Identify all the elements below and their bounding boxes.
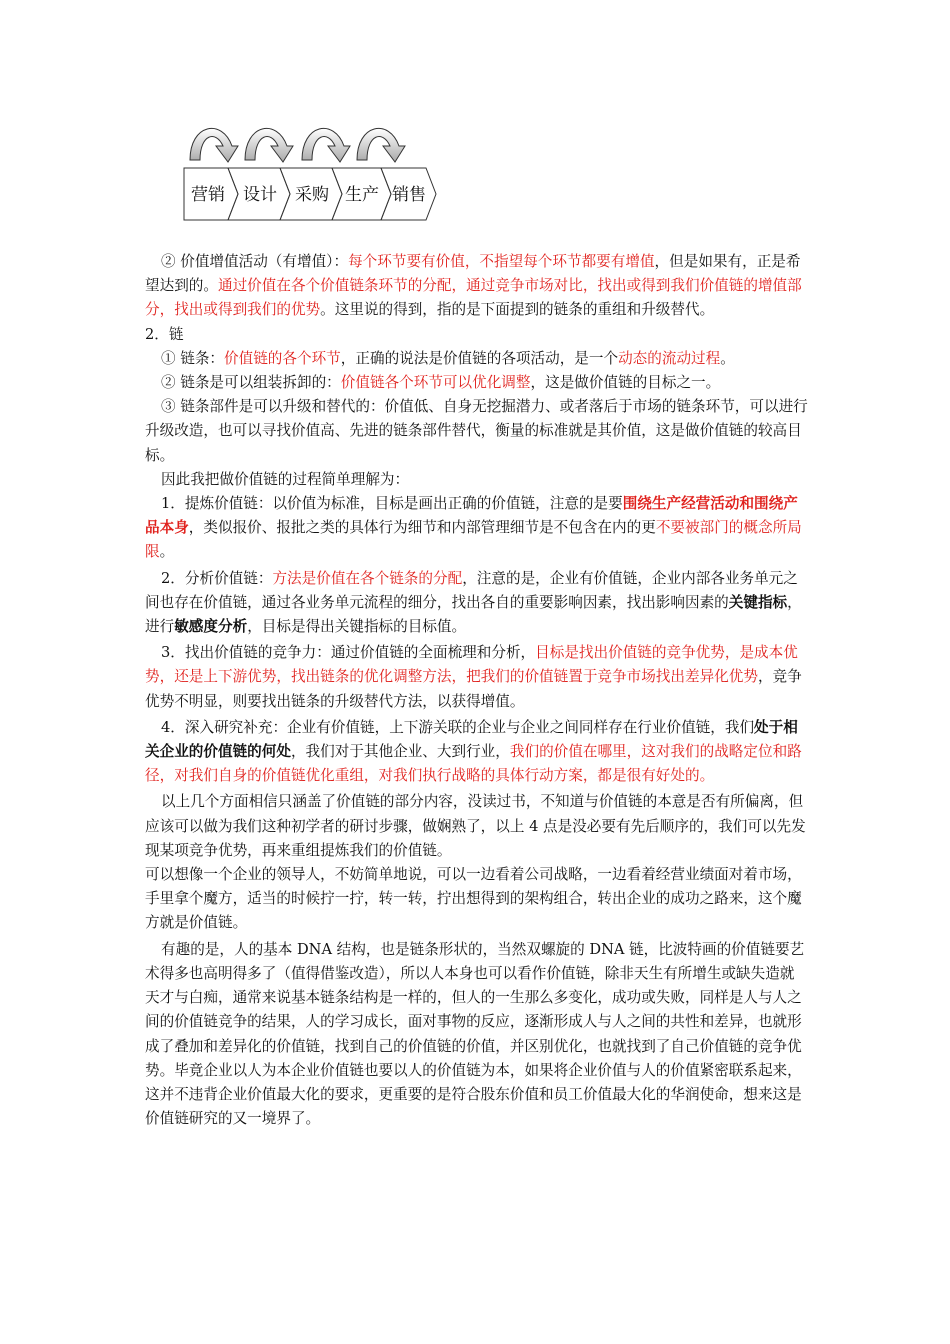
text: ，目标是得出关键指标的目标值。	[247, 618, 467, 636]
chain-step-label: 设计	[243, 185, 277, 205]
paragraph-step-1	[145, 492, 808, 565]
text: 。	[159, 543, 175, 561]
highlight-text: 动态的流动过程	[618, 349, 721, 367]
text: 3．找出价值链的竞争力：通过价值链的全面梳理和分析，	[161, 644, 536, 662]
bold-text: 敏感度分析	[174, 618, 248, 636]
text: ，类似报价、报批之类的具体行为细节和内部管理细节是不包含在内的更	[188, 519, 656, 537]
text: 2．分析价值链：	[161, 569, 273, 587]
section-heading-chain: 2．链	[145, 325, 184, 343]
paragraph-dna: 有趣的是，人的基本 DNA 结构，也是链条形状的，当然双螺旋的 DNA 链，比波特画的价值链要艺术得多也高明得多了（值得借鉴改造），所以人本身也可以看作价值链，除非天生有所增生或缺失造就天才与白痴，通常来说基本链条结构是一样的，但人的一生那么多变化，成功或失败，同样是人与人之间的价值链竞争的结果，人的学习成长，面对事物的反应，逐渐形成人与人之间的共性和差异，也就形成了叠加和差异化的价值链，找到自己的价值链的价值，并区别优化，也就找到了自己价值链的竞争优势。毕竟企业以人为本企业价值链也要以人的价值链为本，如果将企业价值与人的价值紧密联系起来，这并不违背企业价值最大化的要求，更重要的是符合股东价值和员工价值最大化的华润使命，想来这是价值链研究的又一境界了。	[145, 940, 805, 1128]
text: 。这里说的得到，指的是下面提到的链条的重组和升级替代。	[320, 301, 715, 319]
text: ② 链条是可以组装拆卸的：	[161, 374, 341, 392]
text: ，我们对于其他企业、大到行业，	[290, 743, 510, 761]
text: ，正确的说法是价值链的各项活动，是一个	[340, 349, 619, 367]
chain-step-label: 生产	[345, 185, 379, 205]
value-chain-diagram	[176, 116, 441, 226]
text: ，但是如果有，正是希望达到的。	[145, 253, 801, 295]
cycle-arrow-icon	[190, 128, 238, 162]
paragraph-step-4	[145, 716, 808, 789]
text: ② 价值增值活动（有增值）：	[161, 253, 349, 270]
highlight-text: 围绕生产经营活动和围绕产品本身	[145, 495, 798, 537]
text: ，竞争优势不明显，则要找出链条的升级替代方法，以获得增值。	[145, 668, 802, 710]
text: ，注意的是，企业有价值链，企业内部各业务单元之间也存在价值链，通过各业务单元流程的细分，找出各自的重要影响因素，找出影响因素的	[145, 569, 798, 611]
paragraph-intro: 因此我把做价值链的过程简单理解为：	[161, 470, 410, 488]
paragraph-value-added	[145, 250, 808, 323]
highlight-text: 目标是找出价值链的竞争优势，是成本优势，还是上下游优势，找出链条的优化调整方法，把我们的价值链置于竞争市场找出差异化优势	[145, 644, 798, 686]
highlight-text: 通过价值在各个价值链条环节的分配，通过竞争市场对比，找出或得到我们价值链的增值部分，找出或得到我们的优势	[145, 277, 802, 319]
paragraph-chain-3: ③ 链条部件是可以升级和替代的：价值低、自身无挖掘潜力、或者落后于市场的链条环节，可以进行升级改造，也可以寻找价值高、先进的链条部件替代，衡量的标准就是其价值，这是做价值链的较高目标。	[145, 398, 808, 464]
highlight-text: 价值链各个环节可以优化调整	[340, 374, 531, 392]
highlight-text: 每个环节要有价值，不指望每个环节都要有增值	[348, 253, 655, 270]
bold-text: 处于相关企业的价值链的何处	[145, 718, 798, 761]
document-body	[145, 250, 808, 1131]
cycle-arrow-icon	[302, 128, 350, 162]
paragraph-chain-1	[145, 347, 808, 371]
text: ，进行	[145, 593, 802, 636]
paragraph-summary: 以上几个方面相信只涵盖了价值链的部分内容，没读过书，不知道与价值链的本意是否有所偏离，但应该可以做为我们这种初学者的研讨步骤，做娴熟了，以上 4 点是没必要有先后顺序的，我们可以先发现某项竞争优势，再来重组提炼我们的价值链。	[145, 793, 806, 859]
text: ，这是做价值链的目标之一。	[530, 374, 721, 392]
chain-step-label: 销售	[392, 185, 426, 205]
text: ① 链条：	[161, 349, 225, 367]
paragraph-step-2	[145, 567, 808, 640]
highlight-text: 不要被部门的概念所局限	[145, 519, 802, 561]
text: 1．提炼价值链：以价值为标准，目标是画出正确的价值链，注意的是要	[161, 495, 623, 513]
highlight-text: 我们的价值在哪里，这对我们的战略定位和路径，对我们自身的价值链优化重组，对我们执行战略的具体行动方案，都是很有好处的。	[145, 743, 802, 785]
paragraph-step-3	[145, 641, 808, 714]
paragraph-chain-2	[145, 371, 808, 395]
cycle-arrow-icon	[245, 128, 293, 162]
chain-step-label: 采购	[295, 185, 329, 205]
highlight-text: 方法是价值在各个链条的分配	[272, 569, 463, 587]
cycle-arrow-icon	[357, 128, 405, 162]
chain-step-label: 营销	[191, 185, 225, 205]
bold-text: 关键指标	[728, 593, 788, 611]
paragraph-rubiks-cube: 可以想像一个企业的领导人，不妨简单地说，可以一边看着公司战略，一边看着经营业绩面对着市场，手里拿个魔方，适当的时候拧一拧，转一转，拧出想得到的架构组合，转出企业的成功之路来，这个魔方就是价值链。	[145, 866, 802, 932]
highlight-text: 价值链的各个环节	[224, 349, 341, 367]
text: 4．深入研究补充：企业有价值链，上下游关联的企业与企业之间同样存在行业价值链，我们	[161, 718, 755, 736]
text: 。	[720, 349, 735, 367]
